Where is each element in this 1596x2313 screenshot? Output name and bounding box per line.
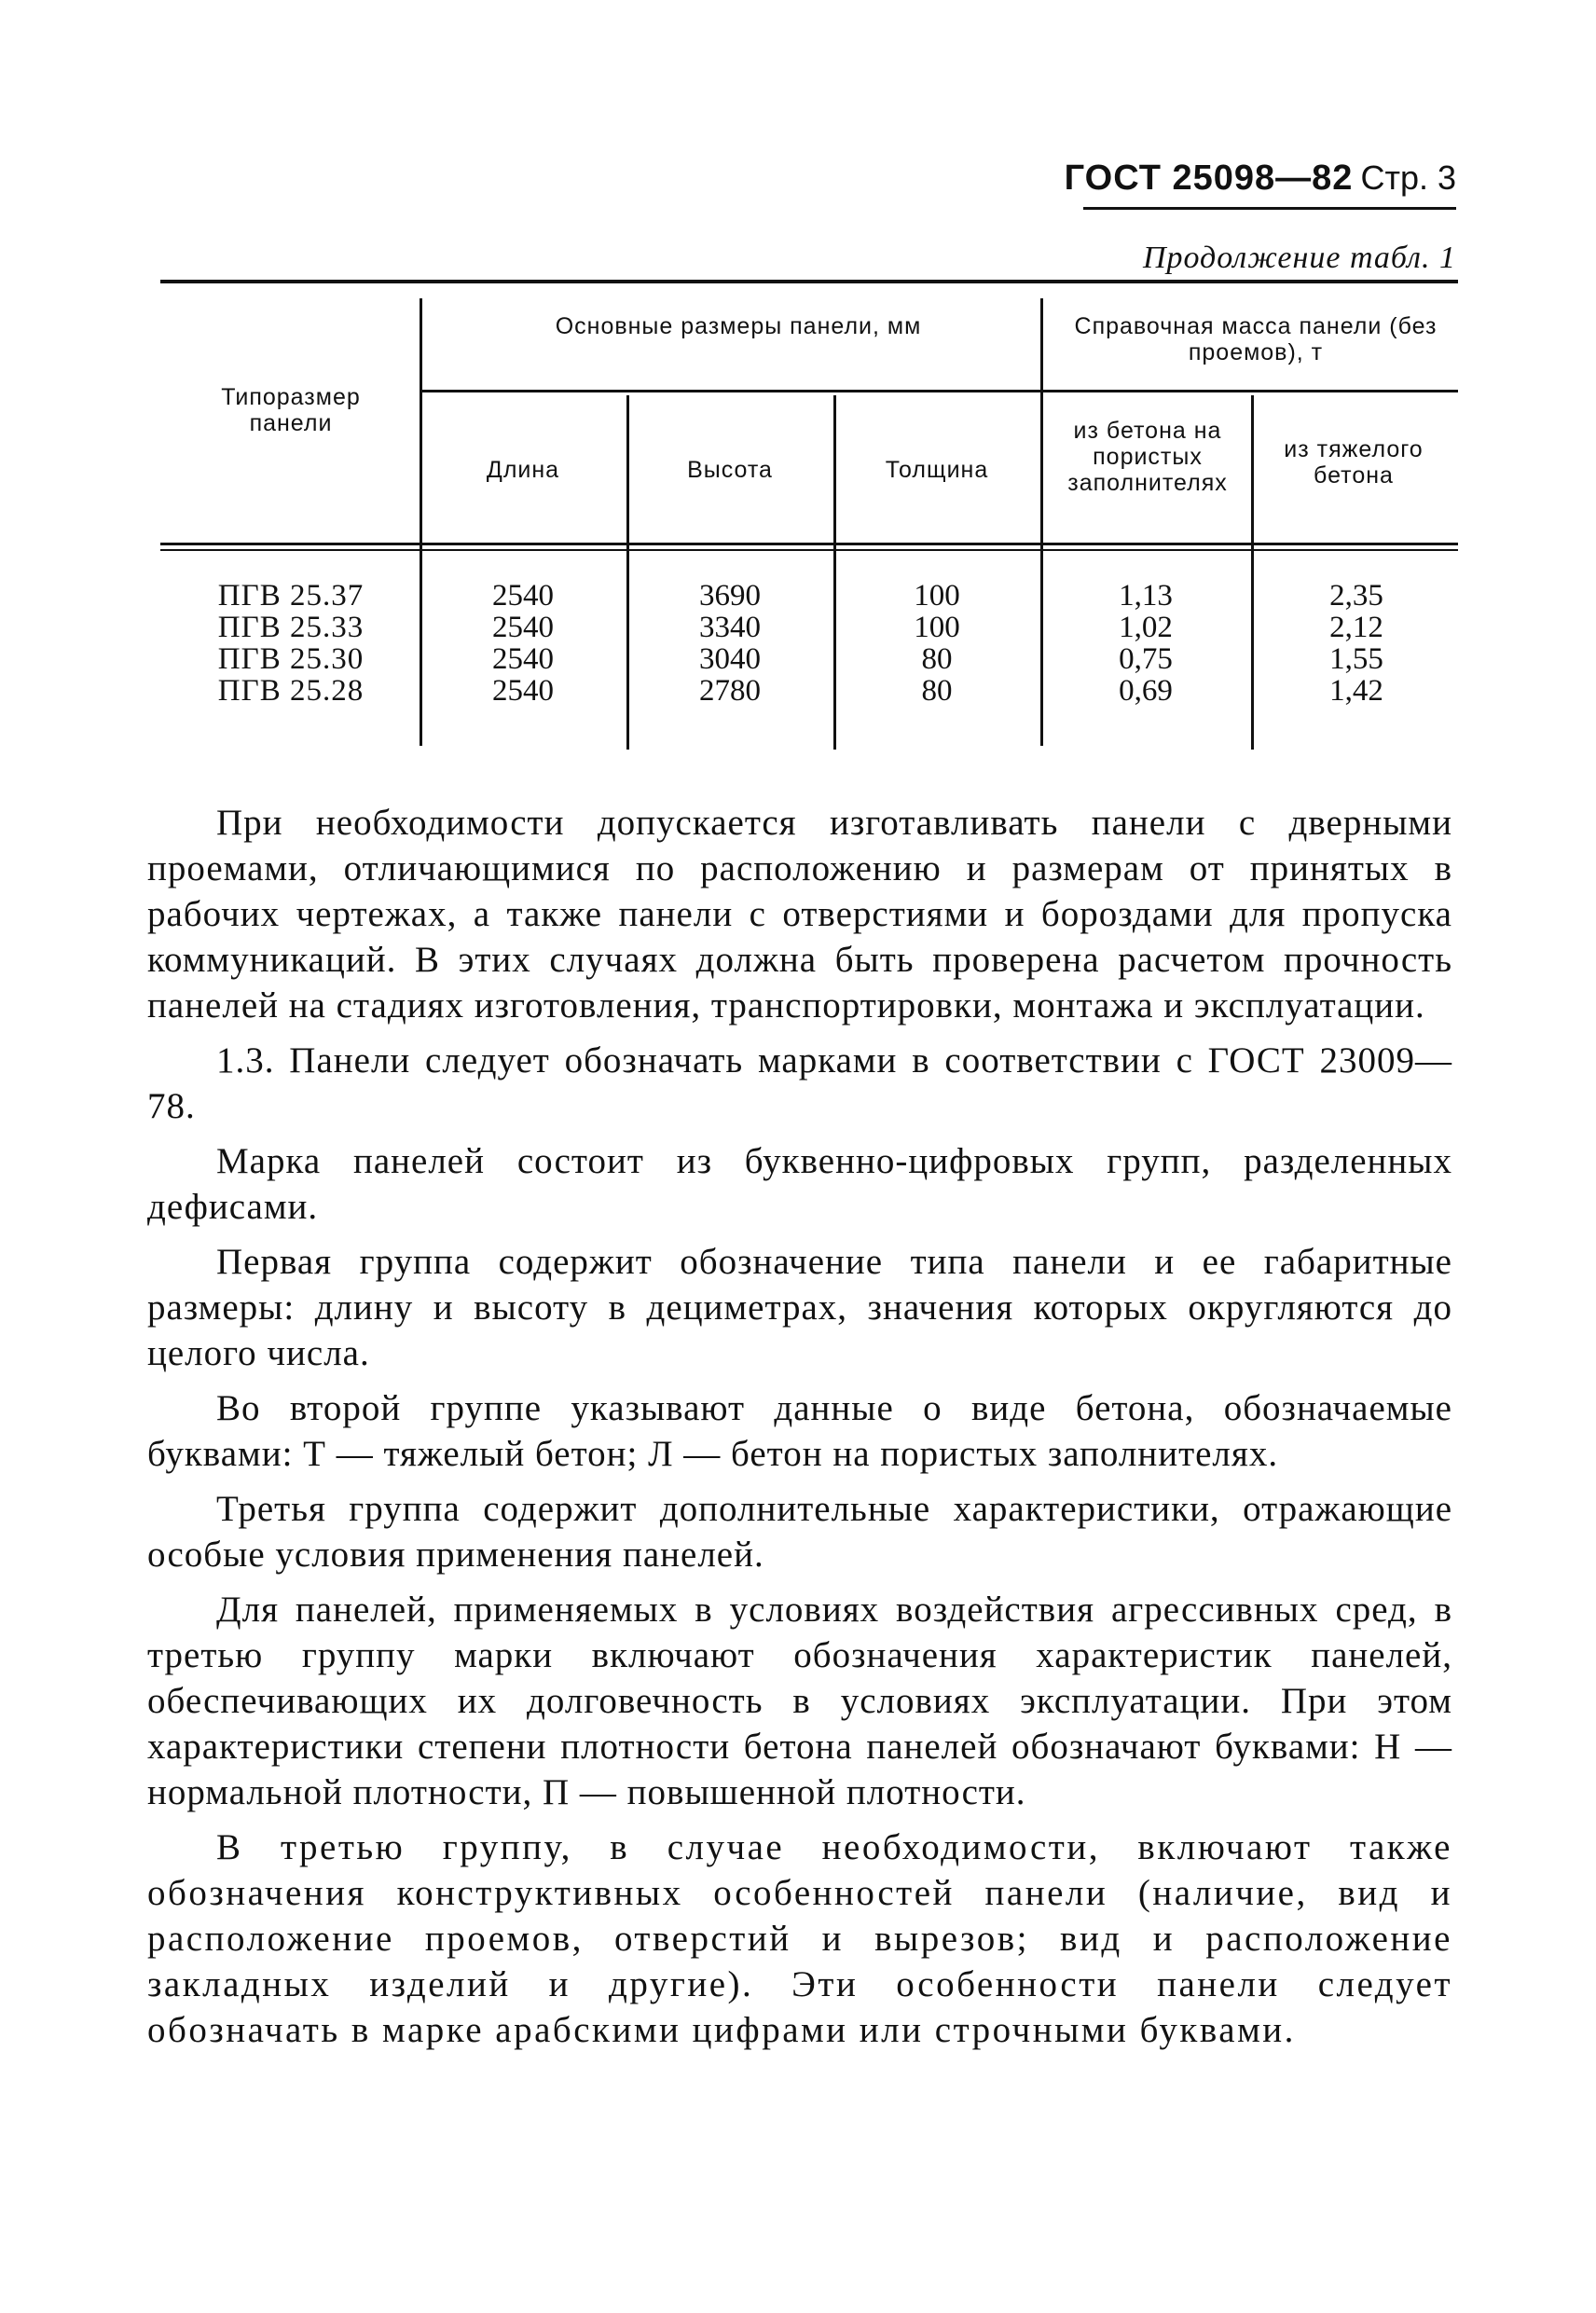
- paragraph: Марка панелей состоит из буквенно-цифровых групп, разделенных дефисами.: [147, 1141, 1452, 1227]
- table-continuation-label: Продолжение табл. 1: [1142, 241, 1456, 275]
- col-divider-4: [1040, 298, 1043, 746]
- header-mass-heavy: из тяжелого бетона: [1284, 436, 1424, 489]
- paragraph: Во второй группе указывают данные о виде бетона, обозначаемые буквами: Т — тяжелый бетон; Л — бетон на пористых заполнителях.: [147, 1388, 1452, 1474]
- col-divider-1: [420, 298, 422, 746]
- paragraph: В третью группу, в случае необходимости, включают также обозначения конструктивных особенностей панели (наличие, вид и расположение проемов, отверстий и вырезов; вид и расположение закладных изделий и другие). Эти особенности панели следует обозначать в марке арабскими цифрами или строчными буквами.: [147, 1827, 1452, 2050]
- table-cell: 2540: [492, 642, 554, 676]
- table-cell: 3040: [699, 642, 761, 676]
- paragraph: При необходимости допускается изготавливать панели с дверными проемами, отличающимися по расположению и размерам от принятых в рабочих чертежах, а также панели с отверстиями и бороздами для пропуска коммуникаций. В этих случаях должна быть проверена расчетом прочность панелей на стадиях изготовления, транспортировки, монтажа и эксплуатации.: [147, 803, 1452, 1026]
- header-rule: [1083, 207, 1456, 210]
- table-cell: ПГВ 25.30: [217, 642, 365, 676]
- paragraph: Для панелей, применяемых в условиях воздействия агрессивных сред, в третью группу марки включают обозначения характеристик панелей, обеспечивающих их долговечность в условиях эксплуатации. При этом характеристики степени плотности бетона панелей обозначают буквами: Н — нормальной плотности, П — повышенной плотности.: [147, 1590, 1452, 1812]
- table-cell: 80: [921, 674, 953, 708]
- paragraph: Третья группа содержит дополнительные характеристики, отражающие особые условия применения панелей.: [147, 1489, 1452, 1575]
- table-cell: 3690: [699, 579, 761, 613]
- table-cell: 2,12: [1329, 611, 1383, 644]
- table-cell: ПГВ 25.37: [217, 579, 365, 613]
- standard-number: ГОСТ 25098—82: [1064, 158, 1354, 198]
- table-cell: 1,13: [1119, 579, 1173, 613]
- table-cell: 1,02: [1119, 611, 1173, 644]
- header-group-rule: [420, 390, 1458, 392]
- header-mass: Справочная масса панели (без проемов), т: [1074, 313, 1438, 365]
- header-thickness: Толщина: [885, 457, 989, 483]
- header-mass-porous: из бетона на пористых заполнителях: [1067, 418, 1228, 496]
- table-cell: ПГВ 25.33: [217, 611, 365, 644]
- table-cell: 0,75: [1119, 642, 1173, 676]
- col-divider-2: [626, 395, 629, 750]
- col-divider-3: [833, 395, 836, 750]
- table-top-rule: [160, 280, 1458, 283]
- col-divider-5: [1251, 395, 1254, 750]
- header-type: Типоразмер панели: [221, 384, 361, 436]
- body-text: [147, 800, 1452, 2062]
- table-cell: 2,35: [1329, 579, 1383, 613]
- table-cell: ПГВ 25.28: [217, 674, 365, 708]
- table-cell: 2540: [492, 579, 554, 613]
- table-cell: 2780: [699, 674, 761, 708]
- table-cell: 2540: [492, 611, 554, 644]
- header-bottom-rule: [160, 543, 1458, 545]
- paragraph: Первая группа содержит обозначение типа панели и ее габаритные размеры: длину и высоту в дециметрах, значения которых округляются до целого числа.: [147, 1242, 1452, 1373]
- page-number: Стр. 3: [1360, 158, 1456, 197]
- header-height: Высота: [687, 457, 773, 483]
- table-cell: 100: [914, 611, 960, 644]
- paragraph: 1.3. Панели следует обозначать марками в соответствии с ГОСТ 23009—78.: [147, 1040, 1452, 1126]
- panel-dimensions-table: [160, 280, 1458, 746]
- header-length: Длина: [486, 457, 560, 483]
- table-cell: 0,69: [1119, 674, 1173, 708]
- table-cell: 3340: [699, 611, 761, 644]
- table-cell: 80: [921, 642, 953, 676]
- header-bottom-rule-2: [160, 549, 1458, 551]
- table-cell: 1,55: [1329, 642, 1383, 676]
- table-cell: 1,42: [1329, 674, 1383, 708]
- table-cell: 2540: [492, 674, 554, 708]
- header-main-dims: Основные размеры панели, мм: [555, 313, 922, 339]
- page-header: [1065, 158, 1456, 199]
- table-cell: 100: [914, 579, 960, 613]
